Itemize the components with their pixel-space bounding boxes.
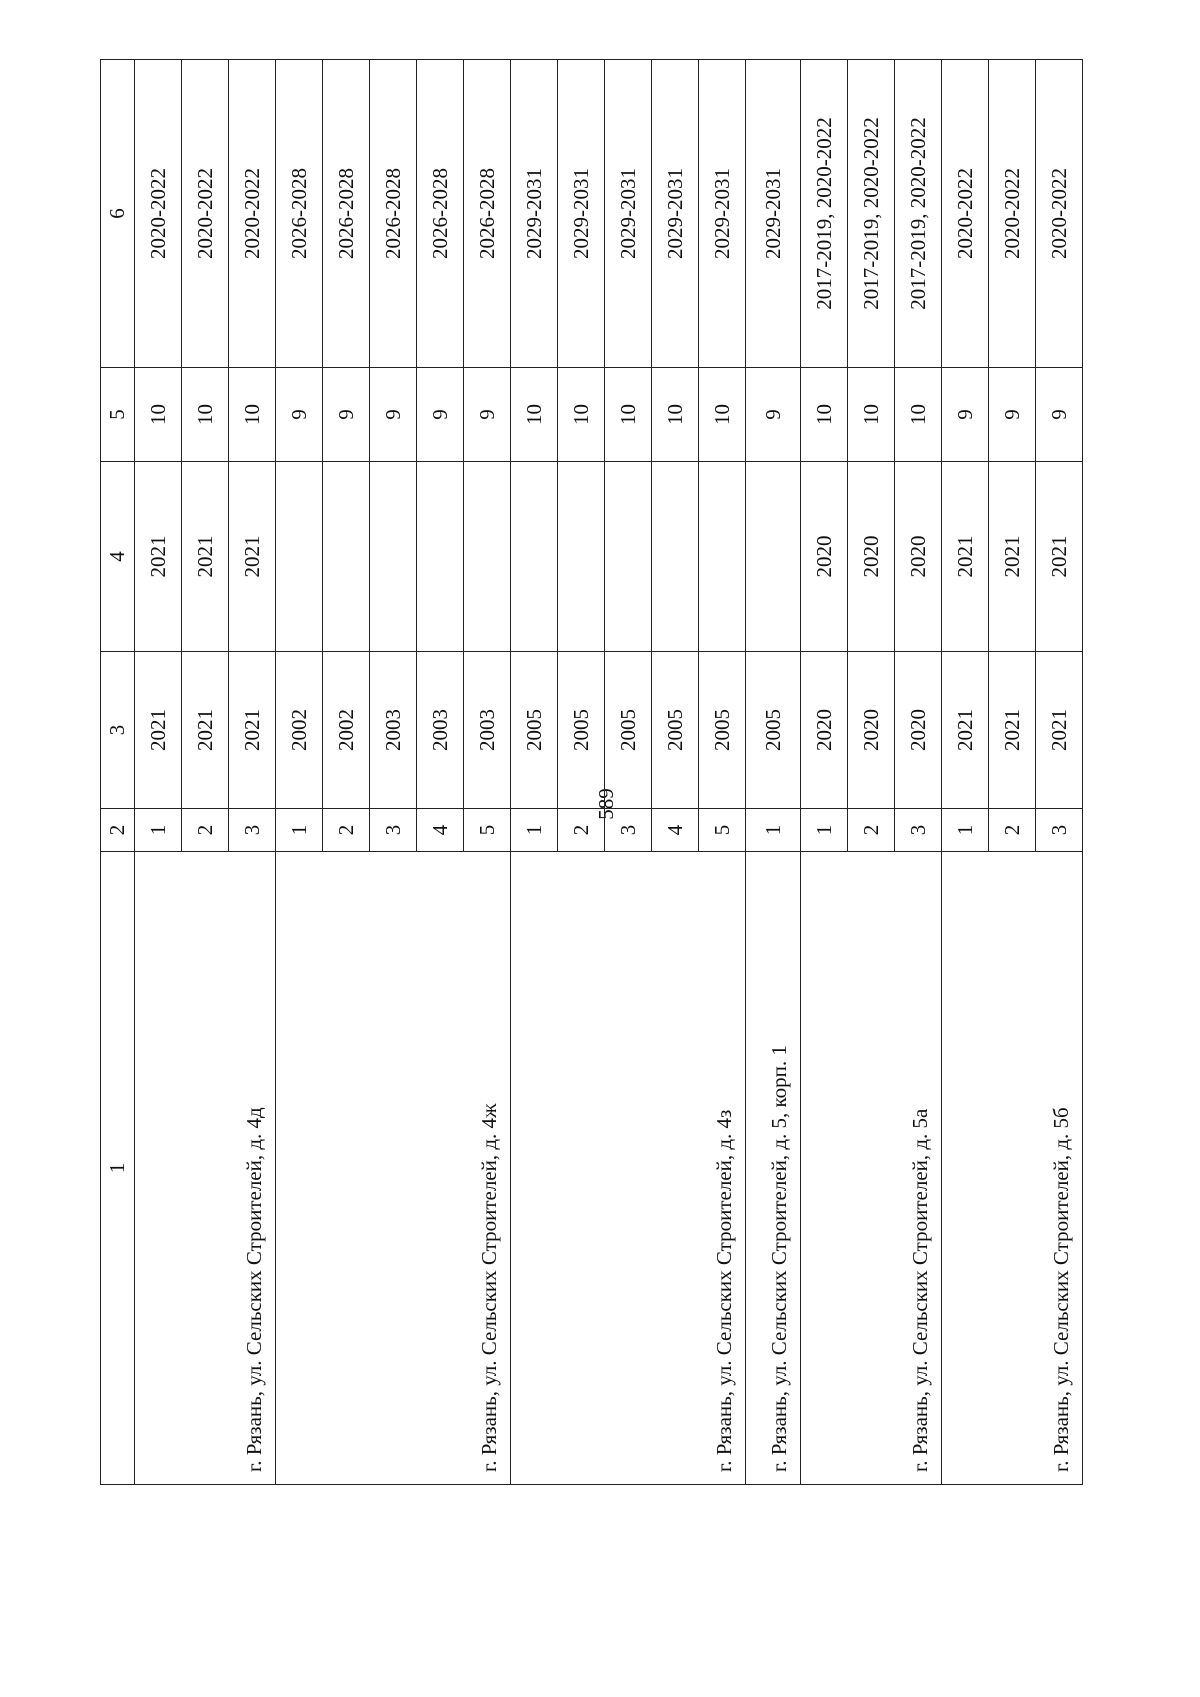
service-life-cell: 10	[895, 368, 942, 462]
service-life-cell: 10	[652, 368, 699, 462]
planned-period-cell: 2026-2028	[276, 60, 323, 368]
service-life-cell: 10	[801, 368, 848, 462]
section-number-cell: 4	[652, 809, 699, 852]
section-number-cell: 5	[699, 809, 746, 852]
year-built-cell: 2020	[848, 652, 895, 809]
service-life-cell: 9	[942, 368, 989, 462]
year-built-cell: 2005	[699, 652, 746, 809]
service-life-cell: 9	[989, 368, 1036, 462]
planned-period-cell: 2029-2031	[558, 60, 605, 368]
table-row	[801, 60, 848, 1485]
section-number-cell: 1	[942, 809, 989, 852]
rotated-table-wrapper	[100, 60, 1078, 1485]
year-built-cell: 2005	[605, 652, 652, 809]
planned-period-cell: 2020-2022	[135, 60, 182, 368]
year-built-cell: 2021	[989, 652, 1036, 809]
repair-year-cell	[652, 462, 699, 652]
repair-year-cell	[370, 462, 417, 652]
header-cell: 4	[101, 462, 135, 652]
header-cell: 6	[101, 60, 135, 368]
repair-year-cell: 2020	[895, 462, 942, 652]
planned-period-cell: 2029-2031	[746, 60, 801, 368]
repair-year-cell	[558, 462, 605, 652]
service-life-cell: 10	[135, 368, 182, 462]
section-number-cell: 1	[135, 809, 182, 852]
service-life-cell: 9	[370, 368, 417, 462]
repair-year-cell	[699, 462, 746, 652]
service-life-cell: 9	[746, 368, 801, 462]
address-cell: г. Рязань, ул. Сельских Строителей, д. 5а	[801, 852, 942, 1485]
service-life-cell: 10	[699, 368, 746, 462]
planned-period-cell: 2029-2031	[699, 60, 746, 368]
planned-period-cell: 2020-2022	[229, 60, 276, 368]
planned-period-cell: 2017-2019, 2020-2022	[801, 60, 848, 368]
repair-year-cell	[276, 462, 323, 652]
repair-year-cell: 2021	[135, 462, 182, 652]
header-cell: 1	[101, 852, 135, 1485]
section-number-cell: 2	[558, 809, 605, 852]
repair-year-cell: 2020	[801, 462, 848, 652]
planned-period-cell: 2026-2028	[417, 60, 464, 368]
repair-year-cell: 2021	[182, 462, 229, 652]
section-number-cell: 2	[989, 809, 1036, 852]
year-built-cell: 2002	[323, 652, 370, 809]
section-number-cell: 1	[746, 809, 801, 852]
section-number-cell: 5	[464, 809, 511, 852]
address-cell: г. Рязань, ул. Сельских Строителей, д. 5, корп. 1	[746, 852, 801, 1485]
repair-year-cell	[323, 462, 370, 652]
table-row	[746, 60, 801, 1485]
planned-period-cell: 2026-2028	[464, 60, 511, 368]
year-built-cell: 2002	[276, 652, 323, 809]
year-built-cell: 2005	[746, 652, 801, 809]
repair-year-cell	[511, 462, 558, 652]
planned-period-cell: 2029-2031	[652, 60, 699, 368]
section-number-cell: 1	[511, 809, 558, 852]
address-cell: г. Рязань, ул. Сельских Строителей, д. 5б	[942, 852, 1083, 1485]
table-row	[942, 60, 989, 1485]
service-life-cell: 10	[848, 368, 895, 462]
section-number-cell: 2	[323, 809, 370, 852]
service-life-cell: 10	[605, 368, 652, 462]
planned-period-cell: 2026-2028	[323, 60, 370, 368]
planned-period-cell: 2017-2019, 2020-2022	[895, 60, 942, 368]
year-built-cell: 2021	[229, 652, 276, 809]
section-number-cell: 3	[370, 809, 417, 852]
section-number-cell: 4	[417, 809, 464, 852]
section-number-cell: 3	[605, 809, 652, 852]
section-number-cell: 3	[1036, 809, 1083, 852]
data-table	[100, 59, 1083, 1485]
repair-year-cell	[417, 462, 464, 652]
repair-year-cell	[746, 462, 801, 652]
address-cell: г. Рязань, ул. Сельских Строителей, д. 4з	[511, 852, 746, 1485]
table-body	[135, 60, 1083, 1485]
repair-year-cell	[464, 462, 511, 652]
year-built-cell: 2021	[1036, 652, 1083, 809]
service-life-cell: 9	[464, 368, 511, 462]
service-life-cell: 10	[182, 368, 229, 462]
service-life-cell: 10	[511, 368, 558, 462]
page-number: 589	[594, 788, 618, 820]
year-built-cell: 2021	[182, 652, 229, 809]
section-number-cell: 2	[848, 809, 895, 852]
year-built-cell: 2003	[370, 652, 417, 809]
repair-year-cell: 2021	[942, 462, 989, 652]
header-cell: 2	[101, 809, 135, 852]
header-cell: 5	[101, 368, 135, 462]
repair-year-cell: 2021	[229, 462, 276, 652]
service-life-cell: 9	[276, 368, 323, 462]
year-built-cell: 2005	[511, 652, 558, 809]
table-row	[135, 60, 182, 1485]
address-cell: г. Рязань, ул. Сельских Строителей, д. 4д	[135, 852, 276, 1485]
table-row	[511, 60, 558, 1485]
planned-period-cell: 2026-2028	[370, 60, 417, 368]
address-cell: г. Рязань, ул. Сельских Строителей, д. 4ж	[276, 852, 511, 1485]
section-number-cell: 1	[801, 809, 848, 852]
year-built-cell: 2005	[652, 652, 699, 809]
planned-period-cell: 2020-2022	[182, 60, 229, 368]
repair-year-cell: 2021	[989, 462, 1036, 652]
planned-period-cell: 2029-2031	[605, 60, 652, 368]
year-built-cell: 2021	[942, 652, 989, 809]
repair-year-cell: 2020	[848, 462, 895, 652]
year-built-cell: 2021	[135, 652, 182, 809]
service-life-cell: 9	[323, 368, 370, 462]
planned-period-cell: 2017-2019, 2020-2022	[848, 60, 895, 368]
section-number-cell: 3	[229, 809, 276, 852]
header-row	[101, 60, 135, 1485]
planned-period-cell: 2020-2022	[1036, 60, 1083, 368]
planned-period-cell: 2020-2022	[942, 60, 989, 368]
section-number-cell: 2	[182, 809, 229, 852]
section-number-cell: 3	[895, 809, 942, 852]
planned-period-cell: 2020-2022	[989, 60, 1036, 368]
service-life-cell: 10	[229, 368, 276, 462]
service-life-cell: 9	[1036, 368, 1083, 462]
section-number-cell: 1	[276, 809, 323, 852]
year-built-cell: 2003	[464, 652, 511, 809]
year-built-cell: 2005	[558, 652, 605, 809]
table-row	[276, 60, 323, 1485]
year-built-cell: 2020	[895, 652, 942, 809]
repair-year-cell	[605, 462, 652, 652]
header-cell: 3	[101, 652, 135, 809]
year-built-cell: 2003	[417, 652, 464, 809]
repair-year-cell: 2021	[1036, 462, 1083, 652]
year-built-cell: 2020	[801, 652, 848, 809]
service-life-cell: 9	[417, 368, 464, 462]
service-life-cell: 10	[558, 368, 605, 462]
planned-period-cell: 2029-2031	[511, 60, 558, 368]
